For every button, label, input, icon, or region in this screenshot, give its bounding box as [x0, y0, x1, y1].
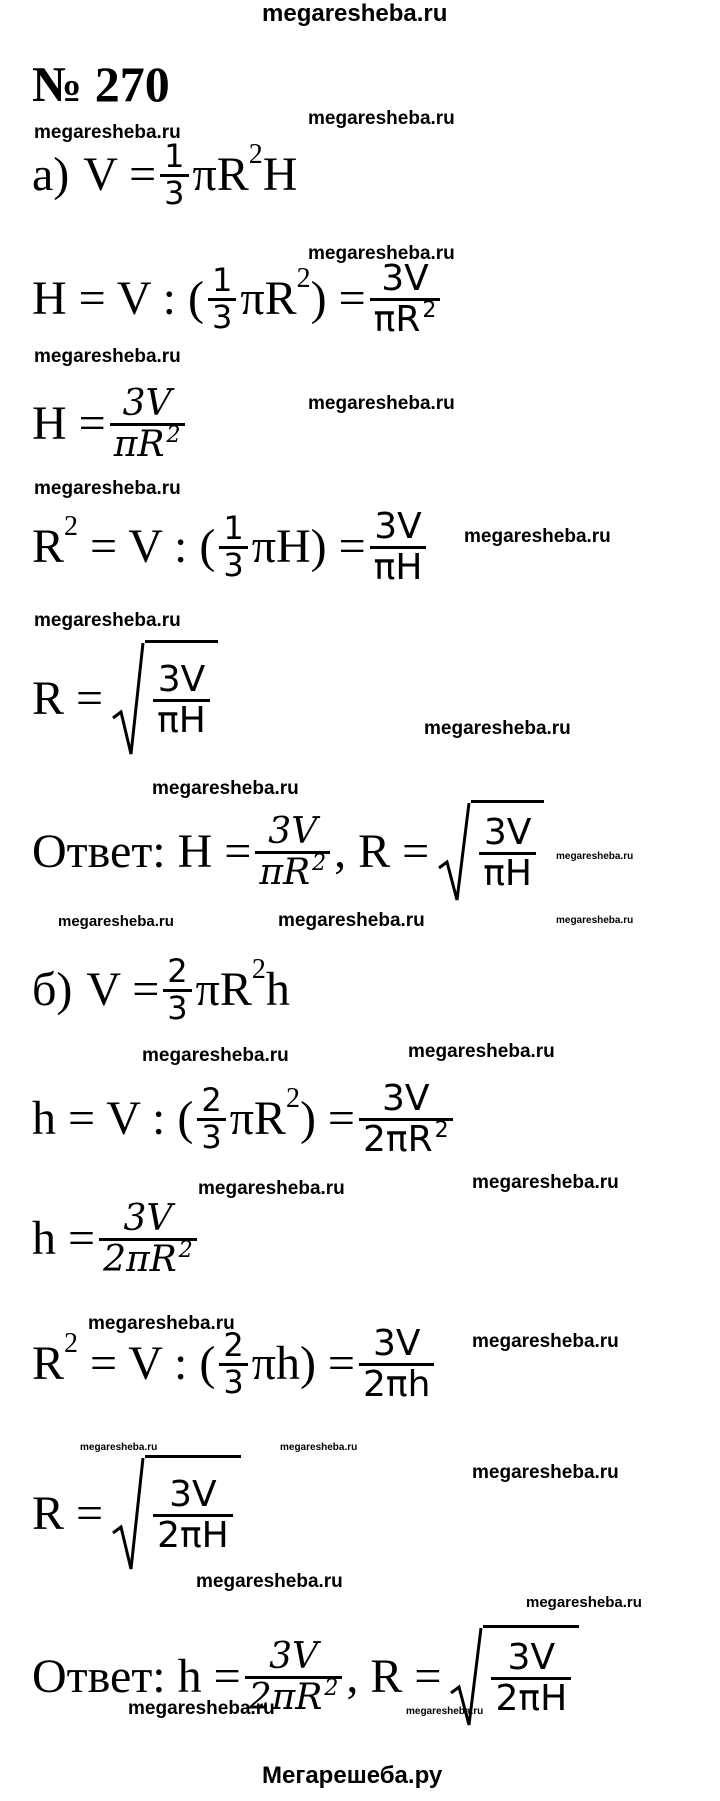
- part-b-eq5: R = $\frac{3V}{2\pi H}$: [32, 1455, 241, 1573]
- fraction: $\frac{3V}{2\pi R^2}$: [359, 1080, 453, 1159]
- fraction: $\frac{1}{3}$: [160, 140, 188, 210]
- fraction: $\frac{1}{3}$: [208, 264, 236, 334]
- watermark: megaresheba.ru: [58, 913, 174, 930]
- fraction: $\frac{3V}{2\pi h}$: [359, 1325, 434, 1404]
- part-b-eq1: б) V = $\frac{2}{3}$ πR 2 h: [32, 952, 290, 1027]
- fraction: $\frac{3V}{2\pi R^2}$: [245, 1638, 343, 1717]
- watermark: megaresheba.ru: [526, 1594, 642, 1611]
- fraction: $\frac{3V}{2\pi H}$: [491, 1639, 571, 1718]
- part-a-eq3: H = $\frac{3V}{\pi R^2}$: [32, 385, 189, 464]
- watermark: megaresheba.ru: [80, 1442, 158, 1453]
- watermark: megaresheba.ru: [34, 346, 181, 367]
- problem-number: № 270: [32, 56, 170, 112]
- watermark: megaresheba.ru: [556, 915, 634, 926]
- watermark-bottom: Мегарешеба.ру: [262, 1762, 443, 1789]
- watermark-top: megaresheba.ru: [262, 0, 448, 27]
- fraction: $\frac{3V}{\pi R^2}$: [370, 260, 441, 339]
- sqrt: [111, 640, 218, 758]
- sqrt: [437, 800, 544, 904]
- fraction: $\frac{3V}{\pi H}$: [370, 508, 427, 587]
- watermark: megaresheba.ru: [34, 610, 181, 631]
- watermark: megaresheba.ru: [472, 1172, 619, 1193]
- part-a-eq1: а) V = $\frac{1}{3}$ πR 2 H: [32, 137, 298, 212]
- part-a-eq2: H = V : ( $\frac{1}{3}$ πR 2 ) = $\frac{3V}{\pi R^2}$: [32, 260, 444, 339]
- watermark: megaresheba.ru: [34, 478, 181, 499]
- part-b-eq2: h = V : ( $\frac{2}{3}$ πR 2 ) = $\frac{3V}{2\pi R^2}$: [32, 1080, 457, 1159]
- sqrt: [111, 1455, 241, 1573]
- fraction: $\frac{3V}{\pi H}$: [479, 814, 536, 893]
- fraction: $\frac{3V}{\pi R^2}$: [255, 813, 330, 892]
- watermark: megaresheba.ru: [464, 526, 611, 547]
- part-b-eq3: h = $\frac{3V}{2\pi R^2}$: [32, 1200, 201, 1279]
- watermark: megaresheba.ru: [142, 1045, 289, 1066]
- watermark: megaresheba.ru: [280, 1442, 358, 1453]
- fraction: $\frac{3V}{2\pi H}$: [153, 1476, 233, 1555]
- watermark: megaresheba.ru: [424, 718, 571, 739]
- watermark: megaresheba.ru: [34, 122, 181, 143]
- watermark: megaresheba.ru: [472, 1462, 619, 1483]
- part-b-answer: Ответ: h = $\frac{3V}{2\pi R^2}$ , R = $\frac{3V}{2\pi H}$: [32, 1625, 579, 1729]
- watermark: megaresheba.ru: [88, 1313, 235, 1334]
- watermark: megaresheba.ru: [406, 1706, 484, 1717]
- part-b-eq4: R 2 = V : ( $\frac{2}{3}$ πh) = $\frac{3V}{2\pi h}$: [32, 1325, 438, 1404]
- fraction: $\frac{1}{3}$: [219, 512, 247, 582]
- watermark: megaresheba.ru: [308, 393, 455, 414]
- watermark: megaresheba.ru: [152, 778, 299, 799]
- part-a-eq5: R = $\frac{3V}{\pi H}$: [32, 640, 218, 758]
- watermark: megaresheba.ru: [278, 910, 425, 931]
- fraction: $\frac{3V}{\pi H}$: [153, 661, 210, 740]
- part-label: а): [32, 148, 70, 202]
- watermark: megaresheba.ru: [472, 1331, 619, 1352]
- watermark: megaresheba.ru: [128, 1698, 275, 1719]
- fraction: $\frac{2}{3}$: [163, 955, 191, 1025]
- fraction: $\frac{2}{3}$: [219, 1329, 247, 1399]
- watermark: megaresheba.ru: [556, 851, 634, 862]
- fraction: $\frac{3V}{\pi R^2}$: [110, 385, 185, 464]
- watermark: megaresheba.ru: [408, 1041, 555, 1062]
- part-label: б): [32, 963, 73, 1017]
- watermark: megaresheba.ru: [198, 1178, 345, 1199]
- watermark: megaresheba.ru: [308, 243, 455, 264]
- watermark: megaresheba.ru: [308, 108, 455, 129]
- part-a-eq4: R 2 = V : ( $\frac{1}{3}$ πH) = $\frac{3V}{\pi H}$: [32, 508, 430, 587]
- sqrt: [449, 1625, 579, 1729]
- fraction: $\frac{3V}{2\pi R^2}$: [99, 1200, 197, 1279]
- fraction: $\frac{2}{3}$: [197, 1084, 225, 1154]
- watermark: megaresheba.ru: [196, 1571, 343, 1592]
- part-a-answer: Ответ: H = $\frac{3V}{\pi R^2}$ , R = $\frac{3V}{\pi H}$: [32, 800, 544, 904]
